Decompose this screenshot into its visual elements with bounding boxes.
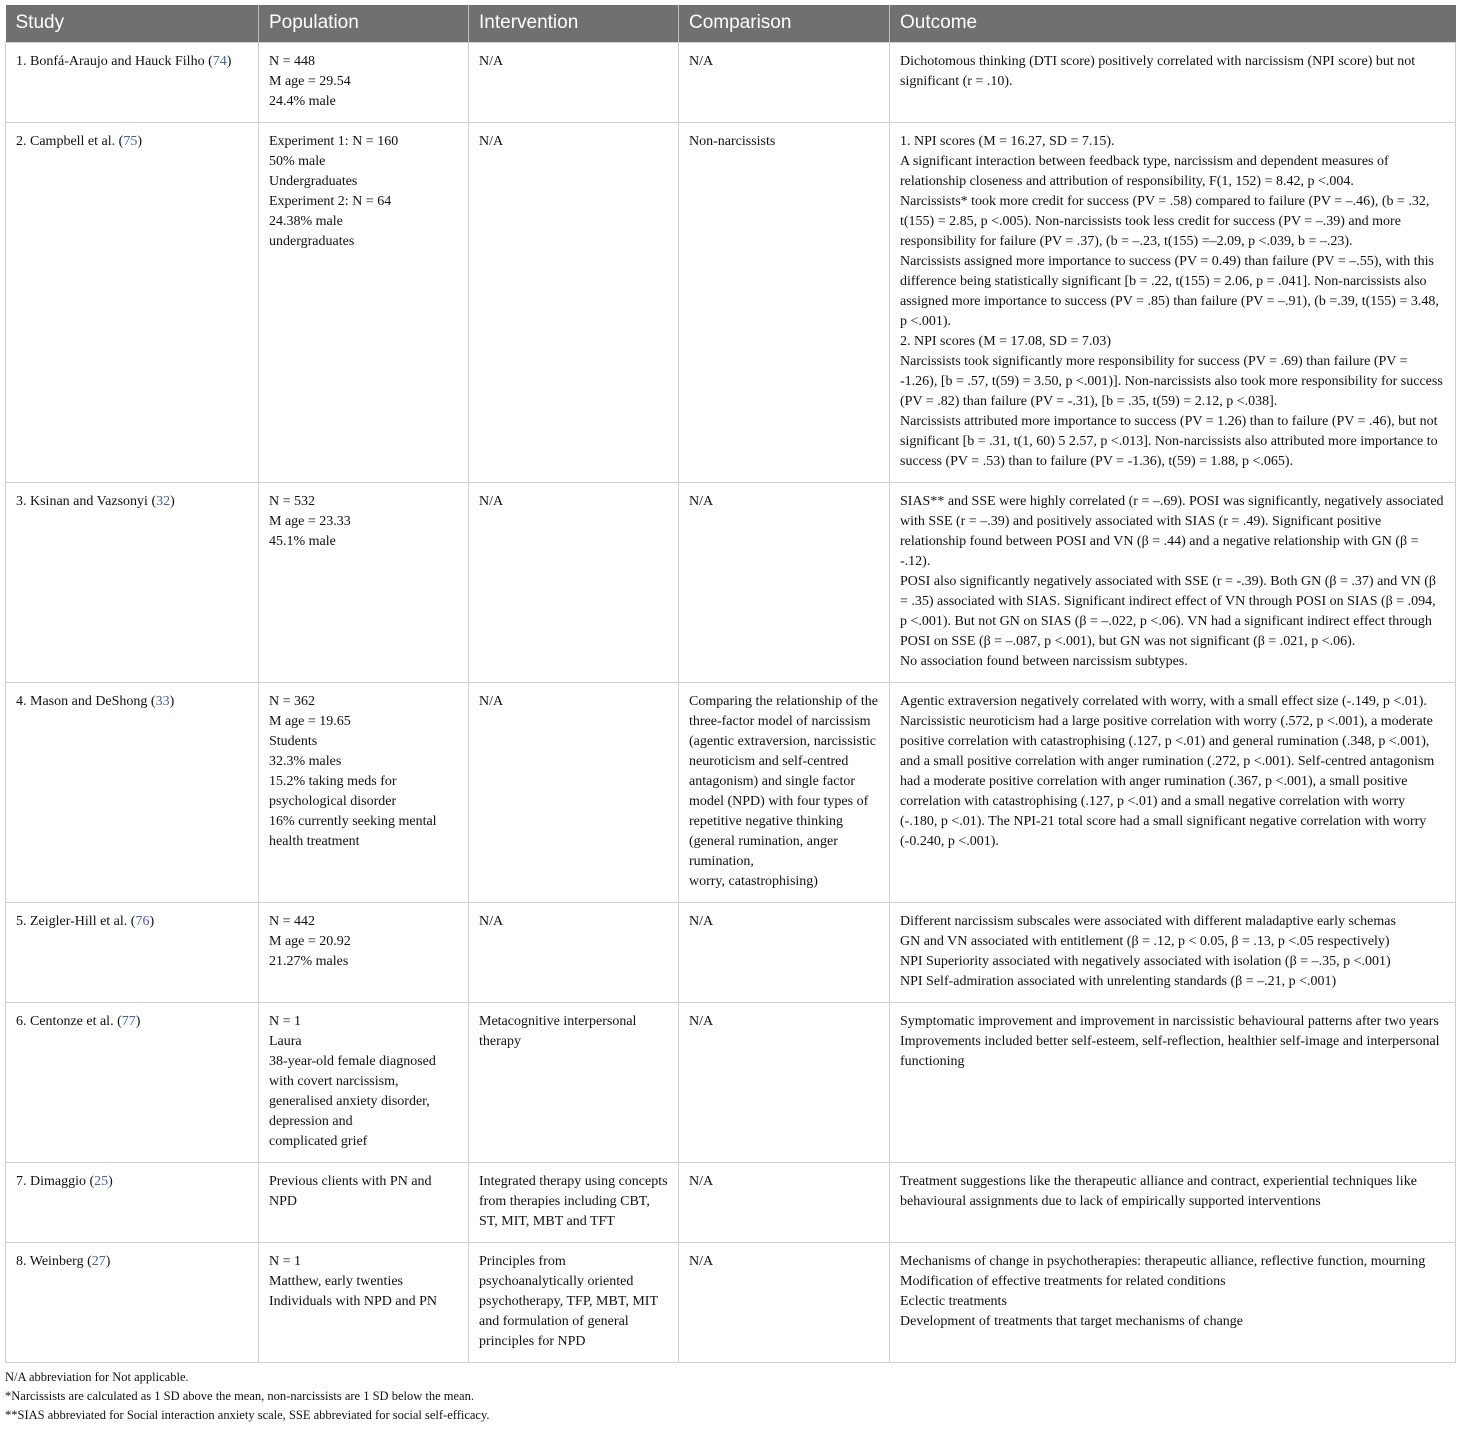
table-row [6, 1242, 1456, 1362]
intervention-cell: N/A [469, 902, 679, 1002]
header-comparison: Comparison [679, 5, 890, 42]
reference-link[interactable]: 27 [91, 1253, 106, 1269]
table-row [6, 42, 1456, 122]
reference-link[interactable]: 32 [156, 493, 171, 509]
comparison-cell: N/A [679, 1242, 890, 1362]
intervention-cell: N/A [469, 122, 679, 482]
comparison-cell: N/A [679, 1162, 890, 1242]
population-cell: N = 448 M age = 29.54 24.4% male [259, 42, 469, 122]
reference-link[interactable]: 74 [212, 53, 227, 69]
study-table [5, 5, 1456, 1363]
comparison-cell: Comparing the relationship of the three-factor model of narcissism (agentic extraversion, narcissistic neuroticism and self-centred antagonism) and single factor model (NPD) with four types of repetitive negative thinking (general rumination, anger rumination, worry, catastrophising) [679, 682, 890, 902]
reference-link[interactable]: 77 [121, 1013, 136, 1029]
outcome-cell: Agentic extraversion negatively correlated with worry, with a small effect size (-.149, p <.01). Narcissistic neuroticism had a large positive correlation with worry (.572, p <.001), a moderate positive correlation with catastrophising (.127, p <.01) and general rumination (.348, p <.001), and a small positive correlation with anger rumination (.272, p <.001). Self-centred antagonism had a moderate positive correlation with anger rumination (.367, p <.001), a small positive correlation with catastrophising (.127, p <.01) and a small negative correlation with worry (-.180, p <.01). The NPI-21 total score had a small significant negative correlation with worry (-0.240, p <.001). [890, 682, 1456, 902]
population-cell: N = 1 Laura 38-year-old female diagnosed with covert narcissism, generalised anxiety disorder, depression and complicated grief [259, 1002, 469, 1162]
study-cell: 4. Mason and DeShong (33) [6, 682, 259, 902]
population-cell: N = 362 M age = 19.65 Students 32.3% males 15.2% taking meds for psychological disorder 16% currently seeking mental health treatment [259, 682, 469, 902]
footnote: *Narcissists are calculated as 1 SD above the mean, non-narcissists are 1 SD below the mean. [5, 1388, 474, 1403]
table-row [6, 1162, 1456, 1242]
comparison-cell: N/A [679, 482, 890, 682]
comparison-cell: N/A [679, 42, 890, 122]
study-cell: 7. Dimaggio (25) [6, 1162, 259, 1242]
table-footnotes [5, 1368, 1455, 1425]
comparison-cell: N/A [679, 1002, 890, 1162]
study-cell: 2. Campbell et al. (75) [6, 122, 259, 482]
study-cell: 1. Bonfá-Araujo and Hauck Filho (74) [6, 42, 259, 122]
footnote: **SIAS abbreviated for Social interaction anxiety scale, SSE abbreviated for social self-efficacy. [5, 1407, 490, 1422]
comparison-cell: Non-narcissists [679, 122, 890, 482]
study-cell: 5. Zeigler-Hill et al. (76) [6, 902, 259, 1002]
outcome-cell: SIAS** and SSE were highly correlated (r = –.69). POSI was significantly, negatively associated with SSE (r = –.39) and positively associated with SIAS (r = .49). Significant positive relationship found between POSI and VN (β = .44) and a negative relationship with GN (β = -.12). POSI also significantly negatively associated with SSE (r = -.39). Both GN (β = .37) and VN (β = .35) associated with SIAS. Significant indirect effect of VN through POSI on SIAS (β = .094, p <.001). But not GN on SIAS (β = –.022, p <.06). VN had a significant indirect effect through POSI on SSE (β = –.087, p <.001), but GN was not significant (β = .021, p <.06). No association found between narcissism subtypes. [890, 482, 1456, 682]
intervention-cell: Integrated therapy using concepts from therapies including CBT, ST, MIT, MBT and TFT [469, 1162, 679, 1242]
reference-link[interactable]: 75 [123, 133, 138, 149]
header-outcome: Outcome [890, 5, 1456, 42]
table-row [6, 902, 1456, 1002]
intervention-cell: Metacognitive interpersonal therapy [469, 1002, 679, 1162]
outcome-cell: Dichotomous thinking (DTI score) positively correlated with narcissism (NPI score) but not significant (r = .10). [890, 42, 1456, 122]
table-row [6, 482, 1456, 682]
table-row [6, 122, 1456, 482]
header-intervention: Intervention [469, 5, 679, 42]
outcome-cell: Mechanisms of change in psychotherapies: therapeutic alliance, reflective function, mourning Modification of effective treatments for related conditions Eclectic treatments Development of treatments that target mechanisms of change [890, 1242, 1456, 1362]
intervention-cell: Principles from psychoanalytically oriented psychotherapy, TFP, MBT, MIT and formulation of general principles for NPD [469, 1242, 679, 1362]
outcome-cell: Treatment suggestions like the therapeutic alliance and contract, experiential techniques like behavioural assignments due to lack of empirically supported interventions [890, 1162, 1456, 1242]
study-cell: 8. Weinberg (27) [6, 1242, 259, 1362]
header-study: Study [6, 5, 259, 42]
header-row [6, 5, 1456, 42]
reference-link[interactable]: 76 [135, 913, 150, 929]
intervention-cell: N/A [469, 682, 679, 902]
reference-link[interactable]: 33 [155, 693, 170, 709]
table-row [6, 682, 1456, 902]
study-cell: 3. Ksinan and Vazsonyi (32) [6, 482, 259, 682]
population-cell: Experiment 1: N = 160 50% male Undergraduates Experiment 2: N = 64 24.38% male undergraduates [259, 122, 469, 482]
population-cell: Previous clients with PN and NPD [259, 1162, 469, 1242]
table-row [6, 1002, 1456, 1162]
footnote: N/A abbreviation for Not applicable. [5, 1369, 189, 1384]
reference-link[interactable]: 25 [94, 1173, 109, 1189]
header-population: Population [259, 5, 469, 42]
study-cell: 6. Centonze et al. (77) [6, 1002, 259, 1162]
population-cell: N = 1 Matthew, early twenties Individuals with NPD and PN [259, 1242, 469, 1362]
outcome-cell: Symptomatic improvement and improvement in narcissistic behavioural patterns after two years Improvements included better self-esteem, self-reflection, healthier self-image and interpersonal functioning [890, 1002, 1456, 1162]
intervention-cell: N/A [469, 42, 679, 122]
population-cell: N = 442 M age = 20.92 21.27% males [259, 902, 469, 1002]
outcome-cell: 1. NPI scores (M = 16.27, SD = 7.15). A significant interaction between feedback type, narcissism and dependent measures of relationship closeness and attribution of responsibility, F(1, 152) = 8.42, p <.004. Narcissists* took more credit for success (PV = .58) compared to failure (PV = –.46), (b = .32, t(155) = 2.85, p <.005). Non-narcissists took less credit for success (PV = –.39) and more responsibility for failure (PV = .37), (b = –.23, t(155) =–2.09, p <.039, b = –.23). Narcissists assigned more importance to success (PV = 0.49) than failure (PV = –.55), with this difference being statistically significant [b = .22, t(155) = 2.06, p = .041]. Non-narcissists also assigned more importance to success (PV = .85) than failure (PV = –.91), (b =.39, t(155) = 3.48, p <.001). 2. NPI scores (M = 17.08, SD = 7.03) Narcissists took significantly more responsibility for success (PV = .69) than failure (PV = -1.26), [b = .57, t(59) = 3.50, p <.001)]. Non-narcissists also took more responsibility for success (PV = .82) than failure (PV = -.31), [b = .35, t(59) = 2.12, p <.038]. Narcissists attributed more importance to success (PV = 1.26) than to failure (PV = .46), but not significant [b = .31, t(1, 60) 5 2.57, p <.013]. Non-narcissists also attributed more importance to success (PV = .53) than to failure (PV = -1.36), t(59) = 1.88, p <.065). [890, 122, 1456, 482]
study-table-container [5, 5, 1455, 1425]
outcome-cell: Different narcissism subscales were associated with different maladaptive early schemas GN and VN associated with entitlement (β = .12, p < 0.05, β = .13, p <.05 respectively) NPI Superiority associated with negatively associated with isolation (β = –.35, p <.001) NPI Self-admiration associated with unrelenting standards (β = –.21, p <.001) [890, 902, 1456, 1002]
comparison-cell: N/A [679, 902, 890, 1002]
population-cell: N = 532 M age = 23.33 45.1% male [259, 482, 469, 682]
intervention-cell: N/A [469, 482, 679, 682]
